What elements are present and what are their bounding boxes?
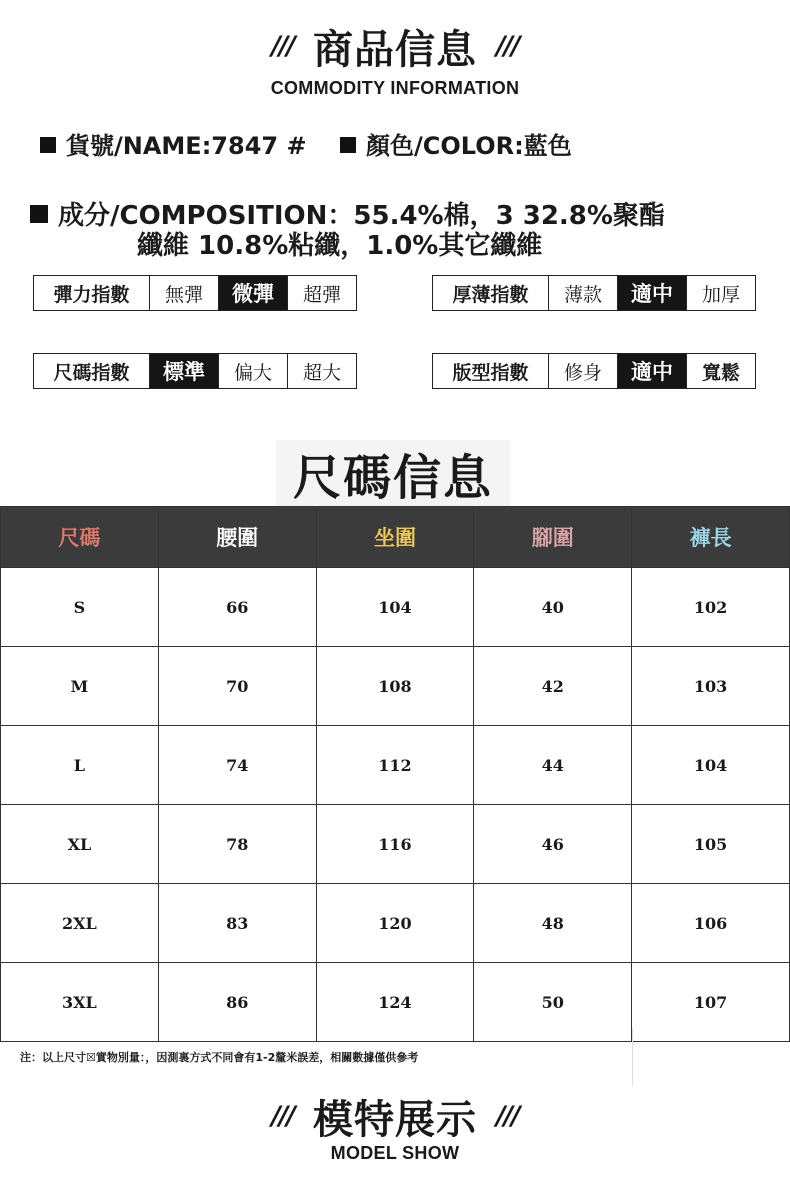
square-bullet-icon <box>30 205 48 223</box>
table-cell: 108 <box>316 647 474 726</box>
table-row <box>1 568 790 647</box>
table-cell: 106 <box>632 884 790 963</box>
table-cell: 112 <box>316 726 474 805</box>
model-header <box>0 1088 790 1145</box>
model-subtitle: MODEL SHOW <box>330 1143 460 1163</box>
table-cell: 70 <box>158 647 316 726</box>
scale-option: 寬鬆 <box>701 361 740 384</box>
header-length: 褲長 <box>632 507 790 568</box>
square-bullet-icon <box>40 137 56 153</box>
model-title: 模特展示 <box>313 1097 477 1143</box>
table-cell: 107 <box>632 963 790 1042</box>
table-row <box>1 726 790 805</box>
table-cell: M <box>1 647 159 726</box>
slash-decoration-left: /// <box>271 31 294 62</box>
composition-line1: 成分/COMPOSITION：55.4%棉，3 32.8%聚酯 <box>58 201 665 231</box>
table-cell: 102 <box>632 568 790 647</box>
table-cell: 124 <box>316 963 474 1042</box>
table-cell: 116 <box>316 805 474 884</box>
scale-option: 修身 <box>549 354 618 388</box>
table-cell: 86 <box>158 963 316 1042</box>
table-row <box>1 647 790 726</box>
table-cell: L <box>1 726 159 805</box>
divider <box>632 1028 633 1086</box>
table-cell: 104 <box>316 568 474 647</box>
scale-label: 彈力指數 <box>34 276 150 310</box>
scale-label: 版型指數 <box>433 354 549 388</box>
commodity-subtitle: COMMODITY INFORMATION <box>270 78 520 98</box>
size-table-header <box>1 507 790 568</box>
table-cell: S <box>1 568 159 647</box>
commodity-header <box>0 18 790 75</box>
item-number-text: 貨號/NAME:7847 # <box>66 132 307 160</box>
slash-decoration-right: /// <box>496 31 519 62</box>
scale-thickness <box>432 275 756 311</box>
table-cell: 105 <box>632 805 790 884</box>
scale-label: 厚薄指數 <box>433 276 549 310</box>
composition-line2: 纖維 10.8%粘纖，1.0%其它纖維 <box>137 231 543 261</box>
table-cell: 120 <box>316 884 474 963</box>
item-color <box>340 126 572 161</box>
scale-option-selected: 微彈 <box>219 276 288 310</box>
slash-decoration-left: /// <box>271 1101 294 1132</box>
table-cell: XL <box>1 805 159 884</box>
table-cell: 46 <box>474 805 632 884</box>
commodity-title: 商品信息 <box>313 27 477 73</box>
scale-option: 超大 <box>302 361 341 384</box>
table-cell: 78 <box>158 805 316 884</box>
table-cell: 3XL <box>1 963 159 1042</box>
square-bullet-icon <box>340 137 356 153</box>
table-cell: 48 <box>474 884 632 963</box>
table-row <box>1 805 790 884</box>
table-cell: 2XL <box>1 884 159 963</box>
table-cell: 44 <box>474 726 632 805</box>
header-size: 尺碼 <box>1 507 159 568</box>
table-cell: 66 <box>158 568 316 647</box>
slash-decoration-right: /// <box>496 1101 519 1132</box>
table-cell: 104 <box>632 726 790 805</box>
scale-label: 尺碼指數 <box>34 354 150 388</box>
scale-option-selected: 標準 <box>150 354 219 388</box>
size-note: 注：以上尺寸☒實物別量：，因測裏方式不同會有1-2釐米誤差，相關數據僅供參考 <box>20 1051 419 1064</box>
size-title: 尺碼信息 <box>276 440 510 506</box>
composition <box>30 201 665 231</box>
scale-option: 薄款 <box>549 276 618 310</box>
scale-elasticity <box>33 275 357 311</box>
table-cell: 50 <box>474 963 632 1042</box>
size-table <box>0 506 790 1042</box>
header-waist: 腰圍 <box>158 507 316 568</box>
item-number <box>40 126 307 161</box>
item-color-text: 顏色/COLOR:藍色 <box>366 132 572 160</box>
header-hip: 坐圍 <box>316 507 474 568</box>
table-cell: 103 <box>632 647 790 726</box>
table-cell: 42 <box>474 647 632 726</box>
note-row <box>0 1028 790 1086</box>
header-hem: 腳圍 <box>474 507 632 568</box>
scale-option: 加厚 <box>701 283 740 306</box>
scale-option: 偏大 <box>219 354 288 388</box>
scale-size <box>33 353 357 389</box>
table-cell: 83 <box>158 884 316 963</box>
table-cell: 40 <box>474 568 632 647</box>
scale-option: 超彈 <box>302 283 341 306</box>
scale-option-selected: 適中 <box>618 276 687 310</box>
table-row <box>1 884 790 963</box>
table-cell: 74 <box>158 726 316 805</box>
scale-fit <box>432 353 756 389</box>
scale-option-selected: 適中 <box>618 354 687 388</box>
scale-option: 無彈 <box>150 276 219 310</box>
